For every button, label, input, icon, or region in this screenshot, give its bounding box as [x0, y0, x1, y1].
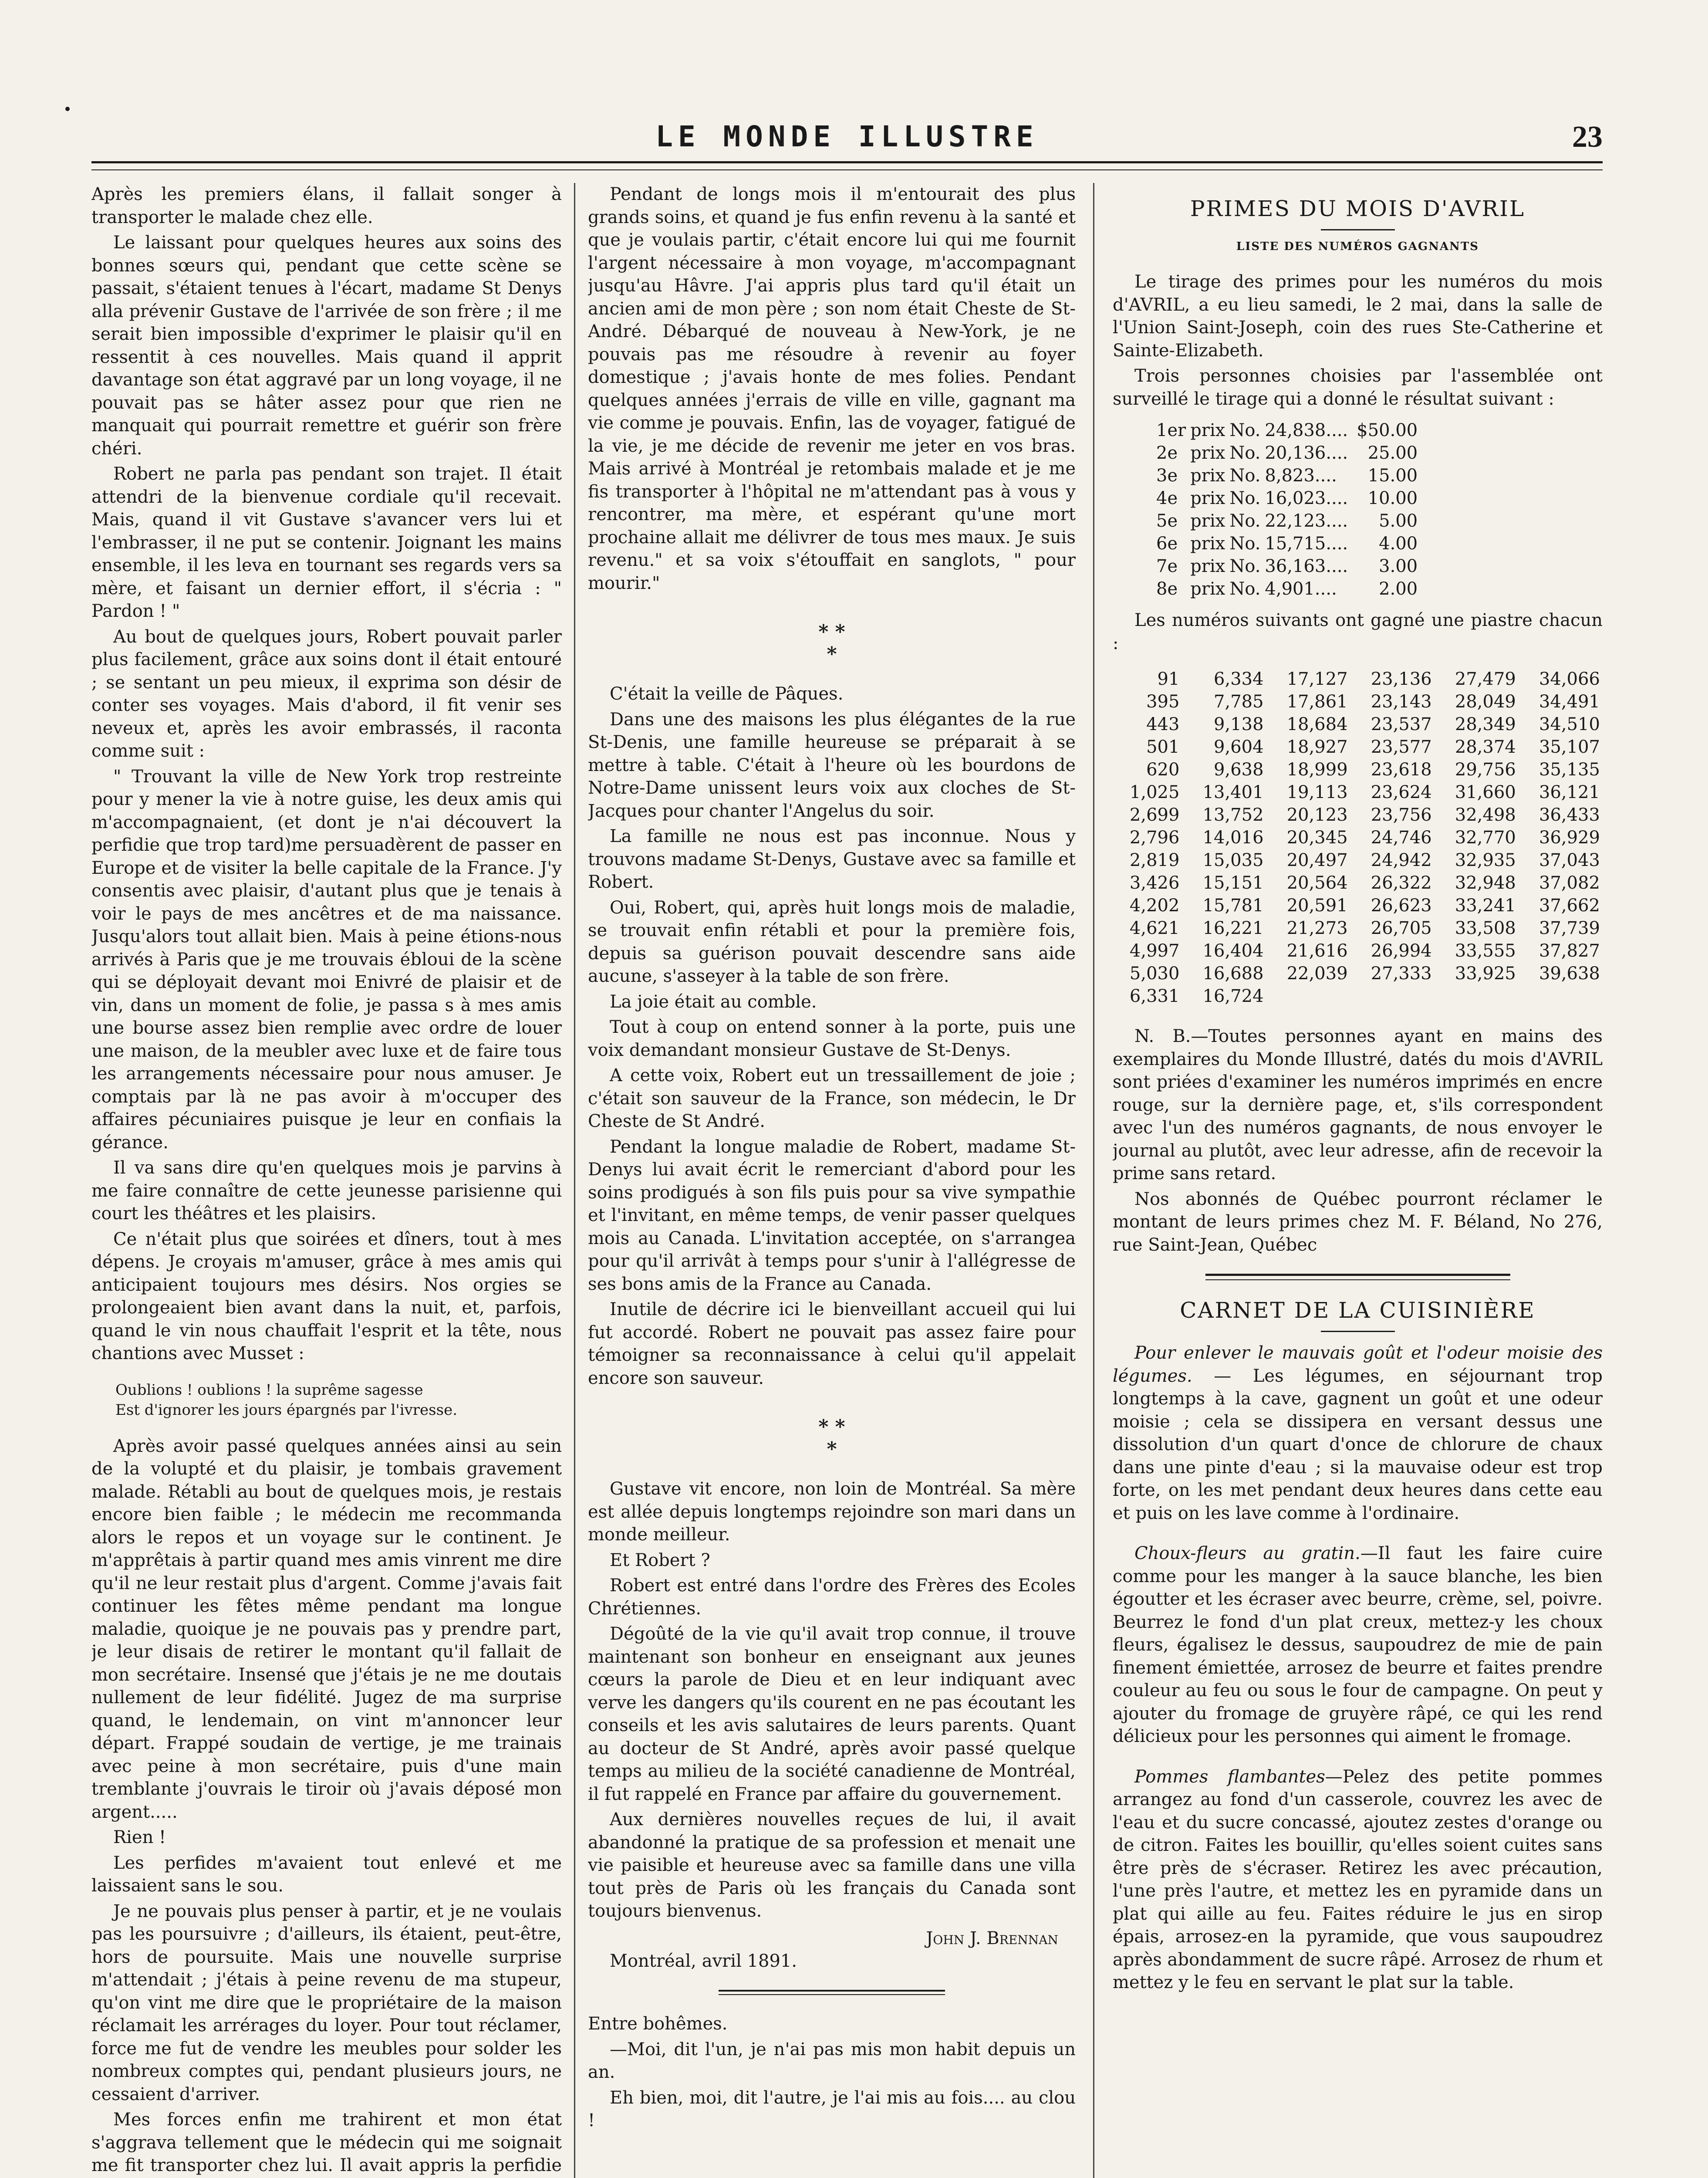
heading-rule — [1321, 1331, 1395, 1332]
winning-number: 14,016 — [1202, 828, 1264, 848]
column-divider-1 — [574, 183, 575, 2178]
prize-no: No. — [1229, 420, 1261, 440]
winners-row — [1113, 781, 1603, 804]
prize-number: 22,123.... — [1265, 511, 1348, 531]
winning-number: 20,345 — [1286, 828, 1348, 848]
prize-rank: 6e — [1156, 534, 1178, 554]
winning-number: 4,202 — [1129, 896, 1180, 916]
prize-amount: 15.00 — [1367, 466, 1418, 486]
winning-number: 23,618 — [1370, 760, 1432, 780]
prize-row — [1156, 555, 1422, 578]
story-paragraph: C'était la veille de Pâques. — [610, 684, 844, 704]
column-story-left — [91, 183, 562, 2178]
prize-number: 4,901.... — [1265, 579, 1337, 599]
poem-quote — [115, 1380, 562, 1420]
story-paragraph: Et Robert ? — [610, 1550, 710, 1570]
winning-number: 20,564 — [1286, 873, 1348, 893]
story-paragraph: Mes forces enfin me trahirent et mon état s'aggrava tellement que le médecin qui me soignait me fit transporter chez lui. Il avait appris la perfidie — [91, 2110, 562, 2175]
winning-number: 4,621 — [1129, 918, 1180, 938]
winning-number: 29,756 — [1455, 760, 1516, 780]
prize-label: prix — [1190, 466, 1225, 486]
prize-row — [1156, 510, 1422, 532]
prize-label: prix — [1190, 443, 1225, 463]
divider-rule — [719, 1990, 945, 1995]
recipe-name: Pommes flambantes — [1134, 1766, 1325, 1787]
winning-number: 91 — [1157, 669, 1180, 689]
prize-label: prix — [1190, 534, 1225, 554]
prize-label: prix — [1190, 420, 1225, 440]
story-paragraph: La joie était au comble. — [610, 991, 817, 1012]
prize-amount: 10.00 — [1367, 488, 1418, 508]
winners-table — [1113, 668, 1603, 1008]
winning-number: 36,121 — [1539, 782, 1600, 802]
winning-number: 36,929 — [1539, 828, 1600, 848]
winning-number: 2,796 — [1129, 828, 1180, 848]
winning-number — [1350, 985, 1435, 1008]
ink-speck — [65, 107, 70, 111]
winning-number: 26,705 — [1370, 918, 1432, 938]
story-paragraph: Gustave vit encore, non loin de Montréal. Sa mère est allée depuis longtemps rejoindre son mari dans un monde meilleur. — [588, 1479, 1076, 1545]
winning-number: 20,123 — [1286, 805, 1348, 825]
prize-rank: 3e — [1156, 466, 1178, 486]
prize-label: prix — [1190, 488, 1225, 508]
prize-row — [1156, 578, 1422, 600]
winners-row — [1113, 804, 1603, 826]
winning-number: 19,113 — [1286, 782, 1348, 802]
prize-rank: 4e — [1156, 488, 1178, 508]
winning-number — [1435, 985, 1519, 1008]
column-story-middle — [588, 183, 1076, 2178]
recipe-item — [1113, 1542, 1603, 1748]
column-divider-2 — [1093, 183, 1094, 2178]
winning-number: 32,498 — [1455, 805, 1516, 825]
prize-no: No. — [1229, 556, 1261, 576]
prize-rank: 2e — [1156, 443, 1178, 463]
winning-number: 37,662 — [1539, 896, 1600, 916]
winning-number: 18,927 — [1286, 737, 1348, 757]
page-number: 23 — [1572, 120, 1603, 154]
winning-number: 21,273 — [1286, 918, 1348, 938]
winning-number: 501 — [1146, 737, 1180, 757]
winning-number: 37,043 — [1539, 850, 1600, 870]
story-paragraph: Tout à coup on entend sonner à la porte, puis une voix demandant monsieur Gustave de St-Denys. — [588, 1017, 1076, 1060]
prize-label: prix — [1190, 511, 1225, 531]
heading-rule — [1321, 229, 1395, 230]
prize-no: No. — [1229, 534, 1261, 554]
winning-number: 23,756 — [1370, 805, 1432, 825]
winners-row — [1113, 985, 1603, 1008]
anecdote-line: Eh bien, moi, dit l'autre, je l'ai mis au fois.... au clou ! — [588, 2087, 1076, 2131]
author-signature: John J. Brennan — [926, 1928, 1058, 1948]
column-right — [1113, 183, 1603, 2178]
winning-number: 620 — [1146, 760, 1180, 780]
winners-row — [1113, 917, 1603, 940]
story-paragraph: Ce n'était plus que soirées et dîners, tout à mes dépens. Je croyais m'amuser, grâce à mes amis qui anticipaient toujours mes désirs. Nos orgies se prolongeaient bien avant dans la nuit, et, parfois, quand le vin nous chauffait l'esprit et la tête, nous chantions avec Musset : — [91, 1229, 562, 1363]
prize-amount: 3.00 — [1379, 556, 1418, 576]
winning-number: 17,127 — [1286, 669, 1348, 689]
carnet-heading: CARNET DE LA CUISINIÈRE — [1180, 1298, 1536, 1323]
primes-intro: Le tirage des primes pour les numéros du mois d'AVRIL, a eu lieu samedi, le 2 mai, dans la salle de l'Union Saint-Joseph, coin des rues Ste-Catherine et Sainte-Elizabeth. — [1113, 272, 1603, 361]
story-paragraph: Après avoir passé quelques années ainsi au sein de la volupté et du plaisir, je tombais gravement malade. Rétabli au bout de quelques mois, je restais encore bien faible ; le médecin me recommanda alors le repos et un voyage sur le continent. Je m'apprêtais à partir quand mes amis vinrent me dire qu'il ne leur restait plus d'argent. Comme j'avais fait continuer les fêtes même pendant ma longue maladie, quoique je ne pouvais pas y prendre part, je leur disais de retirer le montant qu'il fallait de mon secrétaire. Insensé que j'étais je ne me doutais nullement de leur fidélité. Jugez de ma surprise quand, le lendemain, on vint m'annoncer leur départ. Frappé soudain de vertige, je me trainais avec peine à mon secrétaire, puis d'une main tremblante j'ouvrais le tiroir où j'avais déposé mon argent..... — [91, 1436, 562, 1822]
winners-row — [1113, 690, 1603, 713]
page-header — [91, 111, 1603, 159]
story-paragraph: Robert est entré dans l'ordre des Frères des Ecoles Chrétiennes. — [588, 1576, 1076, 1619]
winning-number: 31,660 — [1455, 782, 1516, 802]
prize-label: prix — [1190, 579, 1225, 599]
recipe-text: —Il faut les faire cuire comme pour les manger à la sauce blanche, les bien égoutter et les écraser avec beurre, crème, sel, poivre. Beurrez le fond d'un plat creux, mettez-y les choux fleurs, égalisez le dessus, saupoudrez de mie de pain finement émiettée, arrosez de beurre et faites prendre couleur au feu ou sous le four de campagne. On peut y ajouter du fromage de gruyère râpé, ce qui les rend délicieux pour les personnes qui aiment le fromage. — [1113, 1543, 1603, 1746]
winning-number: 36,433 — [1539, 805, 1600, 825]
winning-number: 26,623 — [1370, 896, 1432, 916]
recipe-name: Pour enlever le mauvais goût et l'odeur moisie des légumes. — [1113, 1343, 1603, 1386]
prize-rank: 5e — [1156, 511, 1178, 531]
winners-row — [1113, 668, 1603, 690]
prize-no: No. — [1229, 511, 1261, 531]
dateline: Montréal, avril 1891. — [610, 1951, 797, 1971]
winning-number: 9,138 — [1214, 714, 1264, 734]
winners-row — [1113, 713, 1603, 736]
section-asterism: * * * — [818, 1416, 845, 1460]
winning-number: 15,151 — [1202, 873, 1264, 893]
winning-number: 34,510 — [1539, 714, 1600, 734]
winning-number: 3,426 — [1129, 873, 1180, 893]
poem-line: Oublions ! oublions ! la suprême sagesse — [115, 1381, 423, 1399]
recipe-text: — Les légumes, en séjournant trop longtemps à la cave, gagnent un goût et une odeur moisie ; cela se dissipera en versant dessus une dissolution d'un quart d'once de chlorure de chaux dans une pinte d'eau ; si la mauvaise odeur est trop forte, on les met pendant deux heures dans cette eau et puis on les lave comme à l'ordinaire. — [1113, 1366, 1603, 1523]
winners-row — [1113, 962, 1603, 985]
winning-number: 23,537 — [1370, 714, 1432, 734]
prize-amount: 2.00 — [1379, 579, 1418, 599]
winning-number: 15,781 — [1202, 896, 1264, 916]
prize-label: prix — [1190, 556, 1225, 576]
winning-number: 28,374 — [1455, 737, 1516, 757]
prize-number: 15,715.... — [1265, 534, 1348, 554]
recipe-item — [1113, 1342, 1603, 1525]
story-paragraph: Pendant de longs mois il m'entourait des plus grands soins, et quand je fus enfin revenu à la santé et que je voulais partir, c'était encore lui qui me fournit l'argent nécessaire à mon voyage, m'accompagnant jusqu'au Hâvre. J'ai appris plus tard qu'il était un ancien ami de mon père ; son nom était Cheste de St-André. Débarqué de nouveau à New-York, je ne pouvais pas me résoudre à revenir au foyer domestique ; j'avais honte de mes folies. Pendant quelques années j'errais de ville en ville, gagnant ma vie comme je pouvais. Enfin, las de voyager, fatigué de la vie, je me décide de revenir me jeter en vos bras. Mais arrivé à Montréal je retombais malade et je me fis transporter à l'hôpital ne m'attendant pas à vous y rencontrer, ma mère, et espérant qu'une mort prochaine allait me délivrer de tous mes maux. Je suis revenu." et sa voix s'étouffait en sanglots, " pour mourir." — [588, 184, 1076, 593]
winning-number: 9,638 — [1214, 760, 1264, 780]
prize-number: 24,838.... — [1265, 420, 1348, 440]
prize-no: No. — [1229, 579, 1261, 599]
winning-number: 24,942 — [1370, 850, 1432, 870]
story-paragraph: Robert ne parla pas pendant son trajet. Il était attendri de la bienvenue cordiale qu'il recevait. Mais, quand il vit Gustave s'avancer vers lui et l'embrasser, il ne put se contenir. Joignant les mains ensemble, il les leva en tournant ses regards vers sa mère, et faisant un dernier effort, il s'écria : " Pardon ! " — [91, 464, 562, 621]
winning-number: 33,508 — [1455, 918, 1516, 938]
primes-intro: Trois personnes choisies par l'assemblée ont surveillé le tirage qui a donné le résultat suivant : — [1113, 366, 1603, 409]
winning-number: 21,616 — [1286, 941, 1348, 961]
winning-number: 33,555 — [1455, 941, 1516, 961]
winning-number: 37,082 — [1539, 873, 1600, 893]
winning-number: 35,135 — [1539, 760, 1600, 780]
story-paragraph: Dans une des maisons les plus élégantes de la rue St-Denis, une famille heureuse se préparait à se mettre à table. C'était à l'heure où les bourdons de Notre-Dame unissent leurs voix aux cloches de St-Jacques pour chanter l'Angelus du soir. — [588, 709, 1076, 821]
prize-row — [1156, 464, 1422, 487]
winners-row — [1113, 736, 1603, 758]
winning-number: 18,999 — [1286, 760, 1348, 780]
winning-number: 23,143 — [1370, 692, 1432, 712]
story-paragraph: Il va sans dire qu'en quelques mois je parvins à me faire connaître de cette jeunesse parisienne qui court les théâtres et les plaisirs. — [91, 1158, 562, 1224]
winners-intro: Les numéros suivants ont gagné une piastre chacun : — [1113, 610, 1603, 653]
winning-number: 22,039 — [1286, 964, 1348, 984]
winning-number: 5,030 — [1129, 964, 1180, 984]
winning-number: 32,770 — [1455, 828, 1516, 848]
winning-number: 33,925 — [1455, 964, 1516, 984]
primes-heading: PRIMES DU MOIS D'AVRIL — [1190, 196, 1526, 221]
story-paragraph: Aux dernières nouvelles reçues de lui, il avait abandonné la pratique de sa profession et menait une vie paisible et heureuse avec sa famille dans une villa tout près de Paris où les français du Canada sont toujours bienvenus. — [588, 1809, 1076, 1921]
story-paragraph: Inutile de décrire ici le bienveillant accueil qui lui fut accordé. Robert ne pouvait pas assez faire pour témoigner sa reconnaissance à celui qu'il appelait encore son sauveur. — [588, 1299, 1076, 1388]
winning-number: 23,577 — [1370, 737, 1432, 757]
winning-number: 35,107 — [1539, 737, 1600, 757]
winners-row — [1113, 894, 1603, 917]
winning-number: 17,861 — [1286, 692, 1348, 712]
winning-number: 18,684 — [1286, 714, 1348, 734]
prize-amount: $50.00 — [1357, 420, 1418, 440]
section-asterism: * * * — [818, 621, 845, 665]
winning-number: 6,331 — [1129, 986, 1180, 1006]
winning-number: 16,404 — [1202, 941, 1264, 961]
winning-number: 37,739 — [1539, 918, 1600, 938]
winning-number — [1519, 985, 1603, 1008]
recipe-text: —Pelez des petite pommes arrangez au fond d'un casserole, couvrez les avec de l'eau et du sucre concassé, ajoutez zestes d'orange ou de citron. Faites les bouillir, qu'elles soient cuites sans être près de s'écraser. Retirez les avec précaution, l'une près l'autre, et mettez les en pyramide dans un plat qui aille au feu. Faites réduire le jus en sirop épais, arrosez-en la pyramide, que vous saupoudrez après abondamment de sucre râpé. Arrosez de rhum et mettez y le feu en servant le plat sur la table. — [1113, 1766, 1603, 1992]
story-paragraph: " Trouvant la ville de New York trop restreinte pour y mener la vie à notre guise, les deux amis qui m'accompagnaient, (et dont je n'ai découvert la perfidie que trop tard)me persuadèrent de passer en Europe et de visiter la belle capitale de la France. J'y consentis avec plaisir, d'autant plus que je tenais à voir le pays de mes ancêtres et de ma naissance. Jusqu'alors tout allait bien. Mais à peine étions-nous arrivés à Paris que je me trouvais ébloui de la scène qui se déployait devant moi Enivré de plaisir et de vin, dans un moment de folie, je passa s à mes amis une bourse assez bien remplie avec ordre de louer une maison, de la meubler avec luxe et de faire tous les arrangements nécessaire pour nous amuser. Je comptais par là ne pas avoir à m'occuper des affaires pécuniaires puisque je leur en confiais la gérance. — [91, 766, 562, 1153]
prize-no: No. — [1229, 443, 1261, 463]
winning-number: 16,724 — [1202, 986, 1264, 1006]
winners-row — [1113, 826, 1603, 849]
quebec-notice: Nos abonnés de Québec pourront réclamer le montant de leurs primes chez M. F. Béland, No 276, rue Saint-Jean, Québec — [1113, 1189, 1603, 1255]
story-paragraph: A cette voix, Robert eut un tressaillement de joie ; c'était son sauveur de la France, son médecin, le Dr Cheste de St André. — [588, 1065, 1076, 1131]
winners-row — [1113, 940, 1603, 962]
winning-number: 34,066 — [1539, 669, 1600, 689]
poem-line: Est d'ignorer les jours épargnés par l'ivresse. — [115, 1401, 458, 1419]
winning-number: 443 — [1146, 714, 1180, 734]
section-divider — [1205, 1274, 1510, 1280]
anecdote-line: Entre bohêmes. — [588, 2014, 728, 2034]
recipe-item — [1113, 1765, 1603, 1994]
recipes-list — [1113, 1342, 1603, 1994]
story-paragraph: Pendant la longue maladie de Robert, madame St-Denys lui avait écrit le remerciant d'abord pour les soins prodigués à son fils puis pour sa vive sympathie et l'invitant, en même temps, de venir passer quelques mois au Canada. L'invitation acceptée, on s'arrangea pour qu'il arrivât à temps pour s'unir à l'allégresse de ses bons amis de la France au Canada. — [588, 1136, 1076, 1294]
story-paragraph: Dégoûté de la vie qu'il avait trop connue, il trouve maintenant son bonheur en enseignant aux jeunes cœurs la parole de Dieu et en leur indiquant avec verve les dangers qu'ils courent en ne pas écoutant les conseils et les avis salutaires de leurs parents. Quant au docteur de St André, après avoir passé quelque temps au milieu de la société canadienne de Montréal, il fut rappelé en France par affaire du gouvernement. — [588, 1624, 1076, 1804]
story-paragraph: Le laissant pour quelques heures aux soins des bonnes sœurs qui, pendant que cette scène se passait, s'étaient tenues à l'écart, madame St Denys alla prévenir Gustave de l'arrivée de son frère ; il me serait bien impossible d'exprimer le plaisir qu'il en ressentit à ces nouvelles. Mais quand il apprit davantage son état aggravé par un long voyage, il ne pouvait pas se hâter assez pour que rien ne manquait qui pourrait remettre et guérir son frère chéri. — [91, 233, 562, 459]
winners-row — [1113, 849, 1603, 872]
winning-number: 4,997 — [1129, 941, 1180, 961]
winning-number: 7,785 — [1214, 692, 1264, 712]
prize-number: 36,163.... — [1265, 556, 1348, 576]
winning-number: 13,401 — [1202, 782, 1264, 802]
winning-number: 20,591 — [1286, 896, 1348, 916]
prize-amount: 25.00 — [1367, 443, 1418, 463]
winners-row — [1113, 758, 1603, 781]
prize-row — [1156, 487, 1422, 510]
winning-number: 37,827 — [1539, 941, 1600, 961]
winning-number: 24,746 — [1370, 828, 1432, 848]
winning-number: 33,241 — [1455, 896, 1516, 916]
story-paragraph: Au bout de quelques jours, Robert pouvait parler plus facilement, grâce aux soins dont il était entouré ; se sentant un peu mieux, il exprima son désir de conter ses voyages. Mais d'abord, il fit venir ses neveux et, après les avoir embrassés, il raconta comme suit : — [91, 626, 562, 761]
winning-number: 34,491 — [1539, 692, 1600, 712]
primes-subheading: LISTE DES NUMÉROS GAGNANTS — [1236, 240, 1479, 253]
prize-row — [1156, 532, 1422, 555]
story-paragraph: Rien ! — [113, 1827, 166, 1847]
winning-number: 2,699 — [1129, 805, 1180, 825]
winning-number: 27,479 — [1455, 669, 1516, 689]
winning-number: 395 — [1146, 692, 1180, 712]
prize-table — [1156, 419, 1422, 600]
winning-number: 27,333 — [1370, 964, 1432, 984]
prize-rank: 1er — [1156, 420, 1186, 440]
prize-number: 20,136.... — [1265, 443, 1348, 463]
story-paragraph: Oui, Robert, qui, après huit longs mois de maladie, se trouvait enfin rétabli et pour la première fois, depuis sa guérison pouvait descendre sans aide aucune, s'asseyer à la table de son frère. — [588, 897, 1076, 986]
prize-rank: 7e — [1156, 556, 1178, 576]
story-paragraph: Après les premiers élans, il fallait songer à transporter le malade chez elle. — [91, 184, 562, 227]
prize-rank: 8e — [1156, 579, 1178, 599]
winning-number: 26,994 — [1370, 941, 1432, 961]
winning-number: 16,221 — [1202, 918, 1264, 938]
prize-amount: 4.00 — [1379, 534, 1418, 554]
prize-no: No. — [1229, 466, 1261, 486]
winning-number: 2,819 — [1129, 850, 1180, 870]
prize-number: 8,823.... — [1265, 466, 1337, 486]
newspaper-title: LE MONDE ILLUSTRE — [655, 120, 1039, 153]
anecdote-line: —Moi, dit l'un, je n'ai pas mis mon habit depuis un an. — [588, 2039, 1076, 2082]
winning-number: 23,624 — [1370, 782, 1432, 802]
story-paragraph: Je ne pouvais plus penser à partir, et je ne voulais pas les poursuivre ; d'ailleurs, ils étaient, peut-être, hors de poursuite. Mais une nouvelle surprise m'attendait ; j'étais à peine revenu de ma stupeur, qu'on vint me dire que le propriétaire de la maison réclamait les arrérages du loyer. Pour tout réclamer, force me fut de vendre les meubles pour solder les nombreux comptes qui, pendant plusieurs jours, ne cessaient d'arriver. — [91, 1901, 562, 2104]
prize-row — [1156, 419, 1422, 442]
prize-row — [1156, 442, 1422, 464]
winning-number: 1,025 — [1129, 782, 1180, 802]
winning-number: 20,497 — [1286, 850, 1348, 870]
prize-amount: 5.00 — [1379, 511, 1418, 531]
prize-no: No. — [1229, 488, 1261, 508]
story-paragraph: La famille ne nous est pas inconnue. Nous y trouvons madame St-Denys, Gustave avec sa famille et Robert. — [588, 826, 1076, 892]
winning-number: 6,334 — [1214, 669, 1264, 689]
recipe-name: Choux-fleurs au gratin. — [1134, 1543, 1360, 1563]
winning-number: 39,638 — [1539, 964, 1600, 984]
winning-number: 28,349 — [1455, 714, 1516, 734]
winning-number: 16,688 — [1202, 964, 1264, 984]
winning-number: 15,035 — [1202, 850, 1264, 870]
winning-number: 9,604 — [1214, 737, 1264, 757]
winning-number: 28,049 — [1455, 692, 1516, 712]
winning-number — [1266, 985, 1350, 1008]
prize-number: 16,023.... — [1265, 488, 1348, 508]
winning-number: 26,322 — [1370, 873, 1432, 893]
winning-number: 13,752 — [1202, 805, 1264, 825]
nota-bene: N. B.—Toutes personnes ayant en mains des exemplaires du Monde Illustré, datés du mois d'AVRIL sont priées d'examiner les numéros imprimés en encre rouge, sur la dernière page, et, s'ils correspondent avec l'un des numéros gagnants, de nous envoyer le journal au plutôt, avec leur adresse, afin de recevoir la prime sans retard. — [1113, 1026, 1603, 1184]
winning-number: 32,935 — [1455, 850, 1516, 870]
winning-number: 23,136 — [1370, 669, 1432, 689]
header-rule — [91, 161, 1603, 170]
winning-number: 32,948 — [1455, 873, 1516, 893]
winners-row — [1113, 872, 1603, 894]
story-paragraph: Les perfides m'avaient tout enlevé et me laissaient sans le sou. — [91, 1853, 562, 1896]
